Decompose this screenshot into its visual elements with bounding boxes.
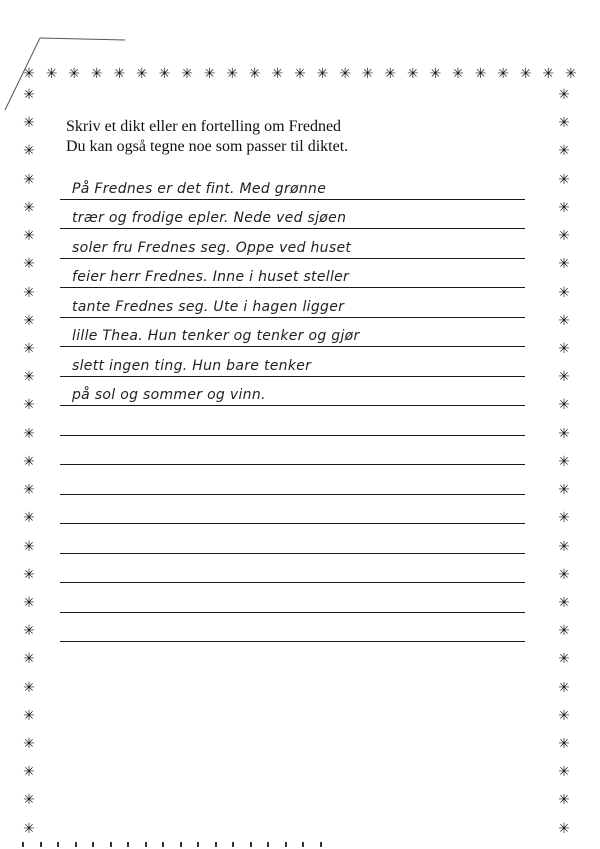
border-left-star-icon: ✳	[23, 538, 35, 555]
border-top-star-icon: ✳	[474, 66, 487, 82]
border-left-star-icon: ✳	[23, 284, 35, 301]
border-left-star-icon: ✳	[23, 566, 35, 583]
edge-dot	[162, 842, 164, 847]
border-left-star-icon: ✳	[23, 679, 35, 696]
border-right-star-icon: ✳	[558, 453, 570, 470]
border-top-star-icon: ✳	[158, 66, 171, 82]
border-left-star-icon: ✳	[23, 651, 35, 668]
border-left-star-icon: ✳	[23, 312, 35, 329]
border-right-star-icon: ✳	[558, 707, 570, 724]
border-right-star-icon: ✳	[558, 369, 570, 386]
border-top-star-icon: ✳	[136, 66, 148, 82]
handwritten-text: feier herr Frednes. Inne i huset steller	[72, 269, 350, 285]
edge-dot	[180, 842, 182, 847]
border-left-star-icon: ✳	[23, 199, 35, 216]
border-right-star-icon: ✳	[558, 312, 570, 329]
border-top-star-icon: ✳	[271, 66, 284, 82]
border-top-star-icon: ✳	[23, 66, 35, 82]
edge-dot	[215, 842, 217, 847]
edge-dot	[232, 842, 234, 847]
handwritten-text: På Frednes er det fint. Med grønne	[72, 180, 327, 197]
border-right-star-icon: ✳	[558, 171, 570, 188]
border-right-star-icon: ✳	[558, 594, 570, 611]
border-right-star-icon: ✳	[558, 143, 570, 160]
border-right-star-icon: ✳	[558, 115, 570, 132]
writing-line	[60, 347, 525, 377]
writing-line	[60, 495, 525, 525]
border-top-star-icon: ✳	[181, 66, 193, 82]
border-right-star-icon: ✳	[558, 87, 570, 103]
border-top-star-icon: ✳	[542, 66, 555, 82]
border-left-star-icon: ✳	[23, 340, 35, 357]
edge-dot	[302, 842, 304, 847]
border-left-star-icon: ✳	[23, 228, 35, 245]
writing-area	[60, 170, 525, 642]
border-top-star-icon: ✳	[406, 66, 419, 82]
border-left-star-icon: ✳	[23, 736, 35, 753]
border-left-star-icon: ✳	[23, 510, 35, 527]
edge-dot	[92, 842, 94, 847]
edge-dot	[127, 842, 129, 847]
border-left-star-icon: ✳	[23, 115, 35, 132]
bottom-dotted-edge	[22, 840, 322, 848]
border-left-star-icon: ✳	[23, 764, 35, 781]
edge-dot	[285, 842, 287, 847]
border-left-star-icon: ✳	[23, 707, 35, 724]
border-top-star-icon: ✳	[497, 66, 509, 82]
writing-line	[60, 229, 525, 259]
writing-line	[60, 613, 525, 643]
border-right-star-icon: ✳	[558, 340, 570, 357]
border-top-star-icon: ✳	[203, 66, 216, 82]
edge-dot	[197, 842, 199, 847]
border-right-star-icon: ✳	[558, 651, 570, 668]
border-top-star-icon: ✳	[361, 66, 374, 82]
border-right-star-icon: ✳	[558, 623, 570, 640]
handwritten-text: trær og frodige epler. Nede ved sjøen	[72, 210, 347, 226]
writing-line	[60, 524, 525, 554]
border-right-star-icon: ✳	[558, 397, 570, 414]
star-border-left	[22, 88, 36, 836]
edge-dot	[22, 842, 24, 847]
border-left-star-icon: ✳	[23, 87, 35, 103]
edge-dot	[57, 842, 59, 847]
border-right-star-icon: ✳	[558, 764, 570, 781]
border-right-star-icon: ✳	[558, 284, 570, 301]
handwritten-text: på sol og sommer og vinn.	[72, 387, 266, 403]
border-top-star-icon: ✳	[294, 66, 306, 82]
border-top-star-icon: ✳	[113, 66, 126, 82]
edge-dot	[75, 842, 77, 847]
writing-line	[60, 406, 525, 436]
border-right-star-icon: ✳	[558, 256, 570, 273]
border-top-star-icon: ✳	[316, 66, 329, 82]
border-top-star-icon: ✳	[452, 66, 464, 82]
border-top-star-icon: ✳	[90, 66, 103, 82]
writing-line	[60, 170, 525, 200]
border-top-star-icon: ✳	[565, 66, 577, 82]
border-right-star-icon: ✳	[558, 566, 570, 583]
writing-line	[60, 436, 525, 466]
edge-dot	[40, 842, 42, 847]
border-right-star-icon: ✳	[558, 679, 570, 696]
edge-dot	[267, 842, 269, 847]
border-right-star-icon: ✳	[558, 792, 570, 809]
border-top-star-icon: ✳	[226, 66, 239, 82]
instructions	[66, 117, 536, 157]
instruction-line-2: Du kan også tegne noe som passer til diktet.	[66, 138, 349, 155]
edge-dot	[110, 842, 112, 847]
scan-fold-mark	[0, 0, 140, 120]
writing-line	[60, 377, 525, 407]
border-left-star-icon: ✳	[23, 482, 35, 499]
border-top-star-icon: ✳	[384, 66, 397, 82]
border-right-star-icon: ✳	[558, 228, 570, 245]
edge-dot	[250, 842, 252, 847]
star-border-right	[557, 88, 571, 836]
border-right-star-icon: ✳	[558, 482, 570, 499]
border-top-star-icon: ✳	[68, 66, 81, 82]
border-right-star-icon: ✳	[558, 538, 570, 555]
border-left-star-icon: ✳	[23, 256, 35, 273]
border-top-star-icon: ✳	[339, 66, 351, 82]
handwritten-text: slett ingen ting. Hun bare tenker	[72, 357, 312, 374]
border-left-star-icon: ✳	[23, 623, 35, 640]
border-right-star-icon: ✳	[558, 820, 570, 837]
border-right-star-icon: ✳	[558, 425, 570, 442]
border-left-star-icon: ✳	[23, 820, 35, 837]
border-left-star-icon: ✳	[23, 369, 35, 386]
border-left-star-icon: ✳	[23, 397, 35, 414]
handwritten-text: tante Frednes seg. Ute i hagen ligger	[72, 298, 345, 315]
border-left-star-icon: ✳	[23, 425, 35, 442]
border-top-star-icon: ✳	[45, 66, 58, 82]
handwritten-text: lille Thea. Hun tenker og tenker og gjør	[72, 328, 360, 344]
star-border-top	[22, 67, 578, 81]
border-left-star-icon: ✳	[23, 594, 35, 611]
border-top-star-icon: ✳	[519, 66, 532, 82]
handwritten-text: soler fru Frednes seg. Oppe ved huset	[72, 239, 352, 256]
border-left-star-icon: ✳	[23, 792, 35, 809]
border-right-star-icon: ✳	[558, 736, 570, 753]
border-right-star-icon: ✳	[558, 510, 570, 527]
border-left-star-icon: ✳	[23, 453, 35, 470]
writing-line	[60, 288, 525, 318]
edge-dot	[320, 842, 322, 847]
writing-line	[60, 554, 525, 584]
border-right-star-icon: ✳	[558, 199, 570, 216]
border-left-star-icon: ✳	[23, 143, 35, 160]
border-left-star-icon: ✳	[23, 171, 35, 188]
writing-line	[60, 259, 525, 289]
writing-line	[60, 583, 525, 613]
edge-dot	[145, 842, 147, 847]
instruction-line-1: Skriv et dikt eller en fortelling om Fredned	[66, 118, 342, 135]
writing-line	[60, 318, 525, 348]
border-top-star-icon: ✳	[248, 66, 261, 82]
writing-line	[60, 465, 525, 495]
writing-line	[60, 200, 525, 230]
border-top-star-icon: ✳	[429, 66, 442, 82]
